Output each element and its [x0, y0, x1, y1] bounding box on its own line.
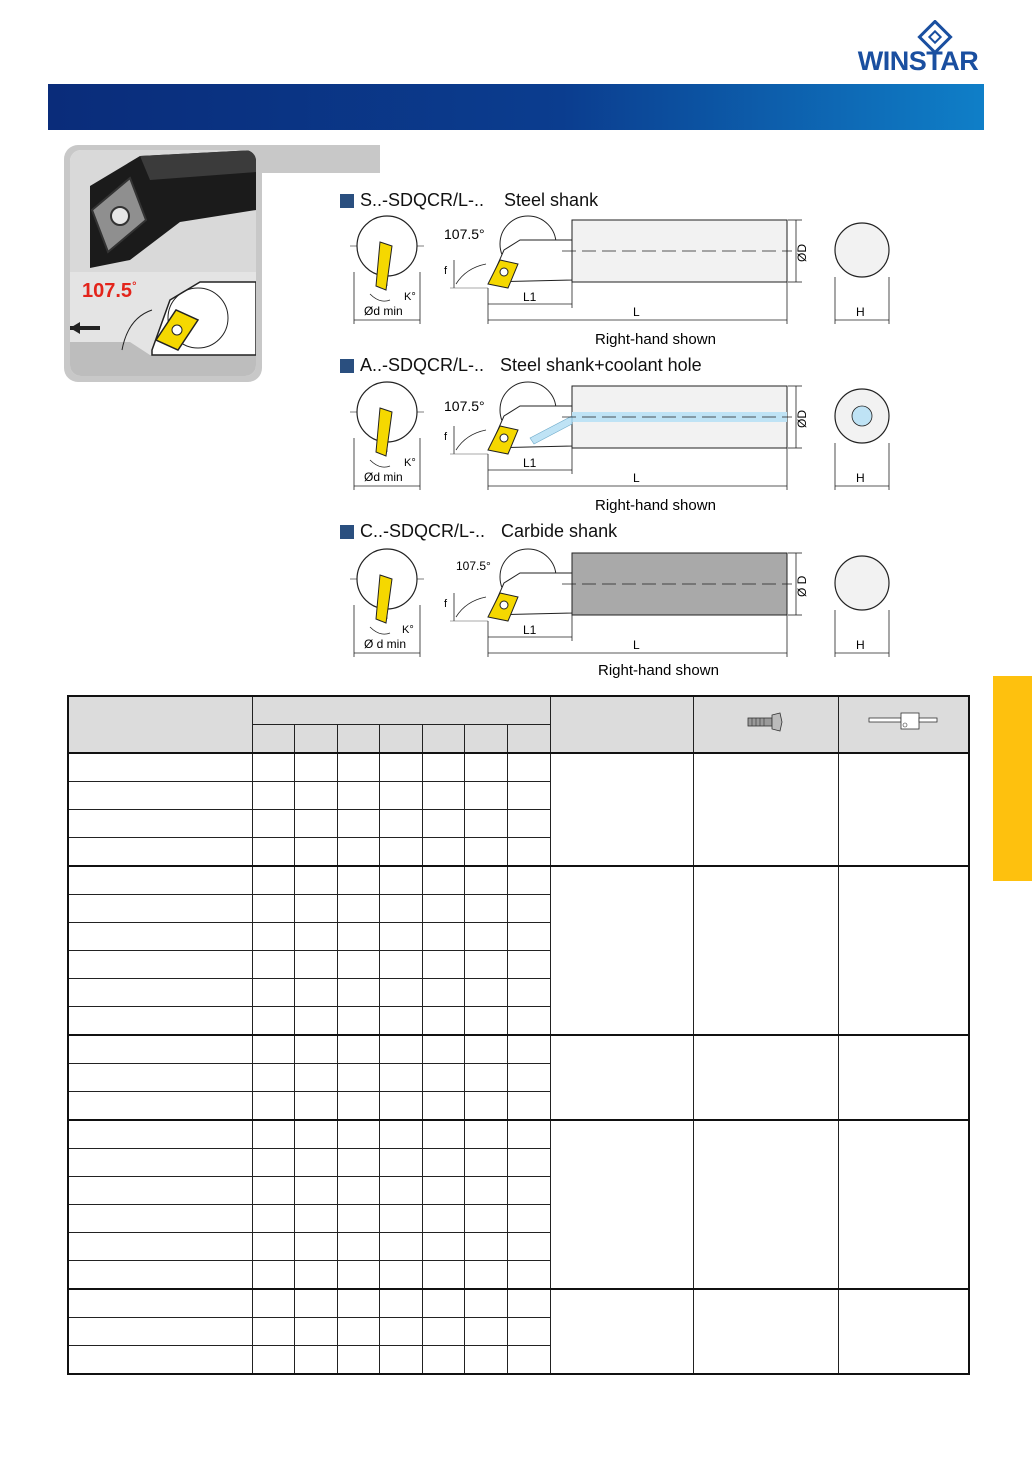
model-cell: [68, 838, 252, 867]
dimension-cell: [464, 866, 507, 895]
dimension-cell: [294, 1120, 337, 1149]
dimension-cell: [422, 810, 464, 838]
dimension-cell: [294, 1035, 337, 1064]
dimension-cell: [422, 1035, 464, 1064]
dimension-cell: [294, 838, 337, 867]
f-label: f: [444, 598, 448, 610]
dimension-cell: [294, 1205, 337, 1233]
model-cell: [68, 979, 252, 1007]
square-bullet-icon: [340, 359, 354, 373]
dimension-cell: [507, 1289, 550, 1318]
dimension-cell: [294, 979, 337, 1007]
dimension-cell: [252, 1064, 294, 1092]
dimension-cell: [464, 1289, 507, 1318]
model-cell: [68, 1261, 252, 1290]
dimension-cell: [252, 1346, 294, 1375]
dimension-cell: [379, 866, 422, 895]
dimension-cell: [464, 1346, 507, 1375]
l-label: L: [633, 305, 640, 319]
dimension-cell: [507, 1177, 550, 1205]
dimension-cell: [507, 1318, 550, 1346]
kappa-label: K°: [404, 291, 416, 303]
f-label: f: [444, 431, 448, 443]
wrench-cell: [838, 1289, 969, 1374]
dimension-cell: [422, 951, 464, 979]
dimension-cell: [294, 923, 337, 951]
header-dim-cell: [337, 725, 379, 754]
angle-label: 107.5°: [444, 398, 485, 414]
header-dim-cell: [379, 725, 422, 754]
dimension-cell: [379, 782, 422, 810]
winstar-logo: [848, 20, 988, 76]
spec-table: [67, 695, 970, 1375]
logo-wordmark: WINSTAR: [857, 46, 979, 76]
dimension-cell: [507, 782, 550, 810]
dimension-cell: [379, 895, 422, 923]
dimension-cell: [422, 838, 464, 867]
header-wrench-cell: [838, 696, 969, 753]
header-model-cell: [68, 696, 252, 753]
dimension-cell: [252, 1318, 294, 1346]
screw-cell: [693, 1035, 838, 1120]
model-cell: [68, 866, 252, 895]
dimension-cell: [379, 1289, 422, 1318]
dimension-cell: [379, 810, 422, 838]
dimension-cell: [337, 1318, 379, 1346]
dimension-cell: [252, 753, 294, 782]
dimension-cell: [252, 923, 294, 951]
dimension-cell: [422, 1007, 464, 1036]
dimension-cell: [464, 838, 507, 867]
header-dim-cell: [464, 725, 507, 754]
table-row: [68, 1120, 969, 1149]
dimension-cell: [252, 1289, 294, 1318]
tool-photo: [70, 150, 256, 376]
section-heading-coolant: A..-SDQCR/L-.. Steel shank+coolant hole: [340, 355, 702, 376]
dimension-cell: [294, 1289, 337, 1318]
model-cell: [68, 1205, 252, 1233]
dimension-cell: [464, 1318, 507, 1346]
dimension-cell: [464, 1120, 507, 1149]
table-row: [68, 1289, 969, 1318]
dimension-cell: [507, 1205, 550, 1233]
dimension-cell: [507, 1346, 550, 1375]
h-label: H: [856, 305, 865, 319]
angle-label: 107.5°: [456, 559, 491, 573]
d-label: ØD: [795, 410, 809, 428]
table-row: [68, 866, 969, 895]
model-cell: [68, 1346, 252, 1375]
model-cell: [68, 895, 252, 923]
dimension-cell: [252, 1092, 294, 1121]
model-cell: [68, 1007, 252, 1036]
dimension-cell: [252, 1205, 294, 1233]
dimension-cell: [294, 1346, 337, 1375]
dimension-cell: [252, 1177, 294, 1205]
dimension-cell: [422, 866, 464, 895]
header-dim-cell: [252, 725, 294, 754]
dimension-cell: [422, 923, 464, 951]
dimension-cell: [507, 753, 550, 782]
dimension-cell: [294, 1177, 337, 1205]
screw-cell: [693, 1289, 838, 1374]
dimension-cell: [337, 895, 379, 923]
dimension-cell: [507, 923, 550, 951]
dimension-cell: [337, 1233, 379, 1261]
dimension-cell: [379, 1092, 422, 1121]
h-label: H: [856, 638, 865, 652]
model-cell: [68, 1233, 252, 1261]
dimension-cell: [379, 1120, 422, 1149]
header-insert-cell: [550, 696, 693, 753]
dimension-cell: [379, 1064, 422, 1092]
dimension-cell: [252, 1233, 294, 1261]
dimension-cell: [337, 810, 379, 838]
angle-label: 107.5°: [444, 226, 485, 242]
dimension-cell: [379, 1177, 422, 1205]
dimension-cell: [337, 866, 379, 895]
table-row: [68, 753, 969, 782]
dimension-cell: [464, 1205, 507, 1233]
l-label: L: [633, 638, 640, 652]
dimension-cell: [422, 1233, 464, 1261]
model-cell: [68, 1120, 252, 1149]
dimension-cell: [294, 1064, 337, 1092]
dimension-cell: [464, 1149, 507, 1177]
insert-cell: [550, 1289, 693, 1374]
dimension-cell: [507, 1092, 550, 1121]
header-bar: [48, 84, 984, 130]
dimension-cell: [464, 1064, 507, 1092]
dimension-cell: [379, 1205, 422, 1233]
insert-cell: [550, 866, 693, 1035]
dimension-cell: [337, 1205, 379, 1233]
dimension-cell: [294, 782, 337, 810]
dimension-cell: [294, 1149, 337, 1177]
dimension-cell: [464, 782, 507, 810]
model-cell: [68, 1035, 252, 1064]
dimension-cell: [337, 1120, 379, 1149]
dimension-cell: [337, 979, 379, 1007]
dimension-cell: [422, 1318, 464, 1346]
wrench-icon: [867, 710, 939, 734]
l-label: L: [633, 471, 640, 485]
dimension-cell: [507, 895, 550, 923]
dimension-cell: [507, 951, 550, 979]
dimension-cell: [422, 1149, 464, 1177]
dimension-cell: [422, 1346, 464, 1375]
dmin-label: Ød min: [364, 304, 403, 318]
dimension-cell: [337, 753, 379, 782]
insert-cell: [550, 753, 693, 866]
square-bullet-icon: [340, 194, 354, 208]
right-hand-label: Right-hand shown: [595, 497, 716, 514]
dimension-cell: [464, 923, 507, 951]
dimension-cell: [422, 782, 464, 810]
dimension-cell: [379, 1233, 422, 1261]
screw-cell: [693, 866, 838, 1035]
dimension-cell: [294, 951, 337, 979]
dimension-cell: [252, 1120, 294, 1149]
dimension-cell: [379, 979, 422, 1007]
dimension-cell: [294, 1318, 337, 1346]
d-label: Ø D: [795, 575, 809, 597]
model-cell: [68, 782, 252, 810]
dimension-cell: [294, 1092, 337, 1121]
dimension-cell: [464, 895, 507, 923]
dimension-cell: [422, 1177, 464, 1205]
dimension-cell: [294, 866, 337, 895]
boring-bar-photo-icon: [70, 150, 256, 376]
kappa-label: K°: [404, 457, 416, 469]
header-dim-cell: [294, 725, 337, 754]
dimension-cell: [464, 1233, 507, 1261]
section-heading-carbide: C..-SDQCR/L-.. Carbide shank: [340, 521, 617, 542]
dimension-cell: [422, 1205, 464, 1233]
dimension-cell: [337, 1007, 379, 1036]
dimension-cell: [422, 979, 464, 1007]
dimension-cell: [294, 753, 337, 782]
dimension-cell: [379, 838, 422, 867]
dimension-cell: [507, 1149, 550, 1177]
dimension-cell: [464, 979, 507, 1007]
model-cell: [68, 1289, 252, 1318]
diagram-carbide-shank: [340, 545, 900, 683]
dimension-cell: [337, 1177, 379, 1205]
dimension-cell: [464, 753, 507, 782]
dimension-cell: [422, 895, 464, 923]
screw-cell: [693, 753, 838, 866]
dimension-cell: [337, 1064, 379, 1092]
dimension-cell: [337, 1261, 379, 1290]
spec-table-body: [68, 753, 969, 1374]
insert-cell: [550, 1035, 693, 1120]
dimension-cell: [464, 951, 507, 979]
dimension-cell: [464, 1092, 507, 1121]
dimension-cell: [379, 1318, 422, 1346]
l1-label: L1: [523, 623, 537, 637]
dimension-cell: [507, 1120, 550, 1149]
dimension-cell: [337, 838, 379, 867]
dimension-cell: [337, 1092, 379, 1121]
dimension-cell: [464, 1177, 507, 1205]
dimension-cell: [337, 923, 379, 951]
section-side-tab: [993, 676, 1032, 881]
dimension-cell: [379, 951, 422, 979]
table-row: [68, 1035, 969, 1064]
header-dimensions-cell: [252, 696, 550, 725]
dimension-cell: [294, 895, 337, 923]
model-cell: [68, 1064, 252, 1092]
model-cell: [68, 1149, 252, 1177]
dimension-cell: [507, 1261, 550, 1290]
dimension-cell: [337, 1149, 379, 1177]
photo-angle-label: 107.5°: [82, 280, 137, 302]
model-cell: [68, 951, 252, 979]
dimension-cell: [252, 895, 294, 923]
dimension-cell: [252, 838, 294, 867]
dimension-cell: [337, 1035, 379, 1064]
dmin-label: Ød min: [364, 470, 403, 484]
dimension-cell: [252, 1035, 294, 1064]
dimension-cell: [507, 1233, 550, 1261]
kappa-label: K°: [402, 624, 414, 636]
dimension-cell: [464, 1007, 507, 1036]
dimension-cell: [294, 810, 337, 838]
dimension-cell: [252, 810, 294, 838]
dimension-cell: [252, 1149, 294, 1177]
dimension-cell: [422, 1120, 464, 1149]
dimension-cell: [464, 1261, 507, 1290]
dimension-cell: [252, 979, 294, 1007]
dimension-cell: [252, 1261, 294, 1290]
dimension-cell: [422, 1261, 464, 1290]
dimension-cell: [337, 782, 379, 810]
dimension-cell: [252, 782, 294, 810]
dimension-cell: [379, 1149, 422, 1177]
d-label: ØD: [795, 244, 809, 262]
wrench-cell: [838, 1120, 969, 1289]
dimension-cell: [422, 1064, 464, 1092]
dimension-cell: [507, 810, 550, 838]
dimension-cell: [337, 1346, 379, 1375]
wrench-cell: [838, 866, 969, 1035]
dimension-cell: [337, 1289, 379, 1318]
screw-icon: [746, 712, 786, 732]
diagram-steel-shank: [340, 212, 900, 350]
dimension-cell: [507, 1007, 550, 1036]
section-heading-steel-shank: S..-SDQCR/L-.. Steel shank: [340, 190, 598, 211]
dimension-cell: [379, 923, 422, 951]
dimension-cell: [252, 1007, 294, 1036]
dimension-cell: [464, 1035, 507, 1064]
dimension-cell: [294, 1233, 337, 1261]
f-label: f: [444, 265, 448, 277]
dimension-cell: [252, 866, 294, 895]
insert-cell: [550, 1120, 693, 1289]
header-dim-cell: [507, 725, 550, 754]
dmin-label: Ø d min: [364, 637, 407, 651]
dimension-cell: [379, 1346, 422, 1375]
model-cell: [68, 1092, 252, 1121]
dimension-cell: [507, 838, 550, 867]
dimension-cell: [507, 1064, 550, 1092]
wrench-cell: [838, 753, 969, 866]
model-cell: [68, 923, 252, 951]
dimension-cell: [422, 753, 464, 782]
model-cell: [68, 753, 252, 782]
screw-cell: [693, 1120, 838, 1289]
model-cell: [68, 1177, 252, 1205]
dimension-cell: [294, 1007, 337, 1036]
dimension-cell: [379, 753, 422, 782]
dimension-cell: [507, 1035, 550, 1064]
dimension-cell: [379, 1035, 422, 1064]
header-screw-cell: [693, 696, 838, 753]
header-dim-cell: [422, 725, 464, 754]
wrench-cell: [838, 1035, 969, 1120]
dimension-cell: [294, 1261, 337, 1290]
dimension-cell: [422, 1092, 464, 1121]
h-label: H: [856, 471, 865, 485]
l1-label: L1: [523, 456, 537, 470]
model-cell: [68, 810, 252, 838]
dimension-cell: [464, 810, 507, 838]
right-hand-label: Right-hand shown: [595, 331, 716, 348]
dimension-cell: [422, 1289, 464, 1318]
square-bullet-icon: [340, 525, 354, 539]
l1-label: L1: [523, 290, 537, 304]
dimension-cell: [507, 866, 550, 895]
dimension-cell: [379, 1007, 422, 1036]
dimension-cell: [507, 979, 550, 1007]
dimension-cell: [337, 951, 379, 979]
model-cell: [68, 1318, 252, 1346]
dimension-cell: [379, 1261, 422, 1290]
diagram-coolant-shank: [340, 378, 900, 516]
dimension-cell: [252, 951, 294, 979]
right-hand-label: Right-hand shown: [598, 662, 719, 679]
